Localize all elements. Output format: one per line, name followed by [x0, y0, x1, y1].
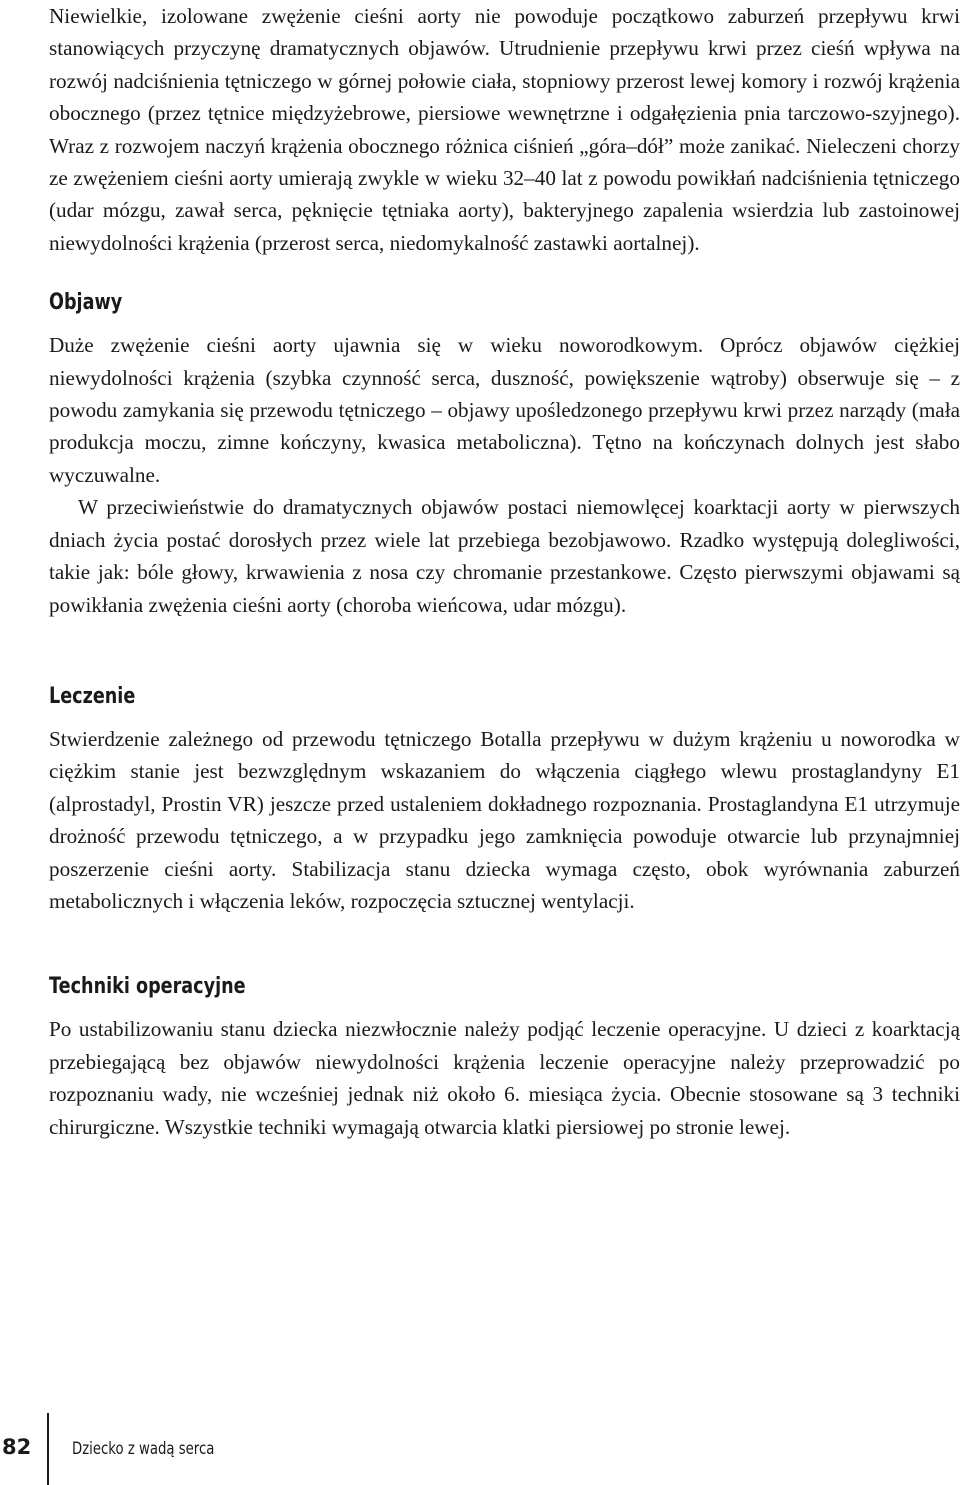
running-title: Dziecko z wadą serca	[72, 1439, 215, 1459]
paragraph: Stwierdzenie zależnego od przewodu tętniczego Botalla przepływu w dużym krążeniu u noworodka w ciężkim stanie jest bezwzględnym wskazaniem do włączenia ciągłego wlewu prostaglandyny E1 (alprostadyl, Prostin VR) jeszcze przed ustaleniem dokładnego rozpoznania. Prostaglandyna E1 utrzymuje drożność przewodu tętniczego, a w przypadku jego zamknięcia powoduje otwarcie lub przynajmniej poszerzenie cieśni aorty. Stabilizacja stanu dziecka wymaga często, obok wyrównania zaburzeń metabolicznych i włączenia leków, rozpoczęcia sztucznej wentylacji.	[49, 726, 960, 913]
section-leczenie	[49, 683, 960, 917]
footer-divider	[47, 1413, 49, 1485]
paragraph: Duże zwężenie cieśni aorty ujawnia się w wieku noworodkowym. Oprócz objawów ciężkiej niewydolności krążenia (szybka czynność serca, duszność, powiększenie wątroby) obserwuje się – z powodu zamykania się przewodu tętniczego – objawy upośledzonego przepływu krwi przez narządy (mała produkcja moczu, zimne kończyny, kwasica metaboliczna). Tętno na kończynach dolnych jest słabo wyczuwalne.	[49, 333, 960, 487]
section-heading-objawy: Objawy	[49, 290, 123, 316]
section-heading-leczenie: Leczenie	[49, 683, 136, 709]
section-intro	[49, 0, 960, 259]
page-footer	[0, 1410, 960, 1485]
paragraph: Niewielkie, izolowane zwężenie cieśni aorty nie powoduje początkowo zaburzeń przepływu krwi stanowiących przyczynę dramatycznych objawów. Utrudnienie przepływu krwi przez cieśń wpływa na rozwój nadciśnienia tętniczego w górnej połowie ciała, stopniowy przerost lewej komory i rozwój krążenia obocznego (przez tętnice międzyżebrowe, piersiowe wewnętrzne i odgałęzienia pnia tarczowo-szyjnego). Wraz z rozwojem naczyń krążenia obocznego różnica ciśnień „góra–dół” może zanikać. Nieleczeni chorzy ze zwężeniem cieśni aorty umierają zwykle w wieku 32–40 lat z powodu powikłań nadciśnienia tętniczego (udar mózgu, zawał serca, pęknięcie tętniaka aorty), bakteryjnego zapalenia wsierdzia lub zastoinowej niewydolności krążenia (przerost serca, niedomykalność zastawki aortalnej).	[49, 4, 960, 255]
section-techniki	[49, 973, 960, 1143]
paragraph: W przeciwieństwie do dramatycznych objawów postaci niemowlęcej koarktacji aorty w pierwszych dniach życia postać dorosłych przez wiele lat przebiega bezobjawowo. Rzadko występują dolegliwości, takie jak: bóle głowy, krwawienia z nosa czy chromanie przestankowe. Często pierwszymi objawami są powikłania zwężenia cieśni aorty (choroba wieńcowa, udar mózgu).	[49, 495, 960, 617]
paragraph: Po ustabilizowaniu stanu dziecka niezwłocznie należy podjąć leczenie operacyjne. U dzieci z koarktacją przebiegającą bez objawów niewydolności krążenia leczenie operacyjne należy przeprowadzić po rozpoznaniu wady, nie wcześniej jednak niż około 6. miesiąca życia. Obecnie stosowane są 3 techniki chirurgiczne. Wszystkie techniki wymagają otwarcia klatki piersiowej po stronie lewej.	[49, 1017, 960, 1139]
section-objawy	[49, 289, 960, 621]
section-heading-techniki-operacyjne: Techniki operacyjne	[49, 974, 246, 1000]
page-body	[49, 0, 960, 1143]
page-number: 82	[2, 1435, 32, 1459]
